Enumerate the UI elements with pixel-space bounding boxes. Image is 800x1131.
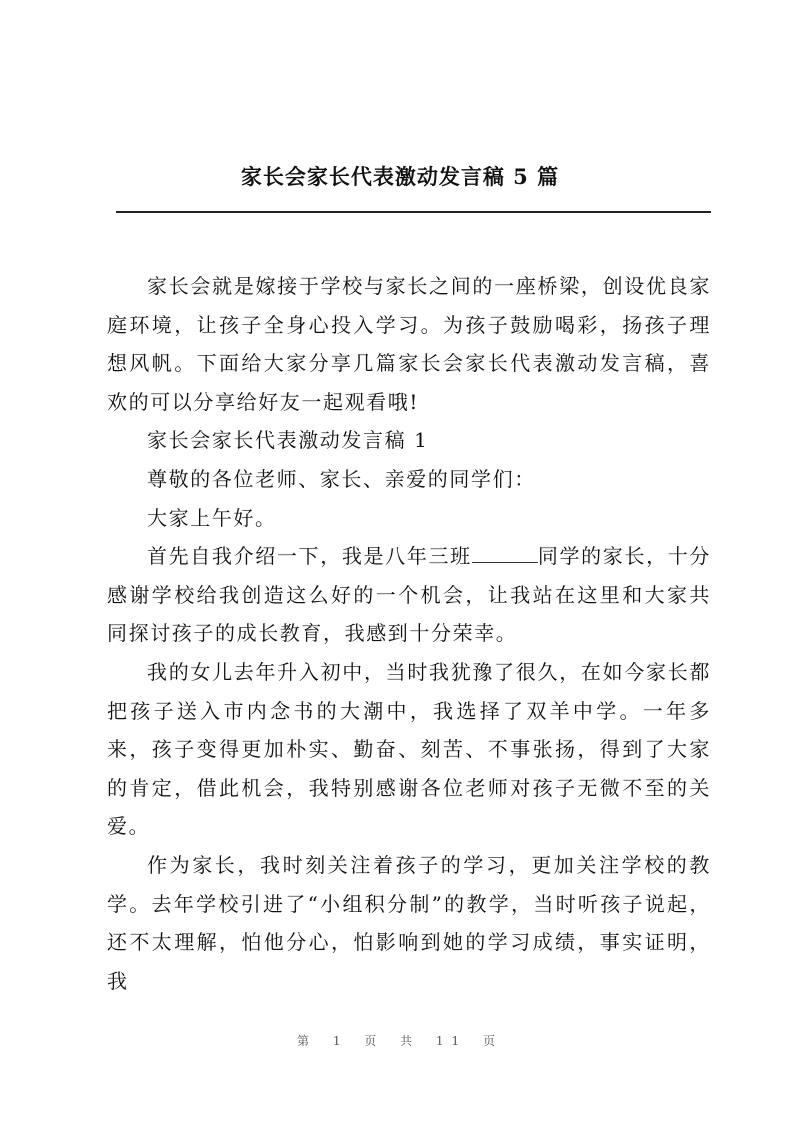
title-divider [116,211,711,213]
document-body [107,267,711,1000]
section-heading: 家长会家长代表激动发言稿 1 [147,428,429,453]
body-paragraph-text-start: 首先自我介绍一下，我是八年三班 [147,544,472,569]
salutation: 尊敬的各位老师、家长、亲爱的同学们： [147,466,536,491]
intro-paragraph: 家长会就是嫁接于学校与家长之间的一座桥梁，创设优良家庭环境，让孩子全身心投入学习。为孩子鼓励喝彩，扬孩子理想风帆。下面给大家分享几篇家长会家长代表激动发言稿，喜欢的可以分享给好友一起观看哦! [107,274,711,414]
fill-in-blank [472,541,538,563]
document-title: 家长会家长代表激动发言稿 5 篇 [240,164,560,189]
body-paragraph: 我的女儿去年升入初中，当时我犹豫了很久，在如今家长都把孩子送入市内念书的大潮中，我选择了双羊中学。一年多来，孩子变得更加朴实、勤奋、刻苦、不事张扬，得到了大家的肯定，借此机会，我特别感谢各位老师对孩子无微不至的关爱。 [107,659,711,839]
page-number-footer: 第 1 页 共 11 页 [297,1034,503,1048]
greeting: 大家上午好。 [147,505,277,530]
body-paragraph [107,537,711,653]
body-paragraph-text-end: 同学的家长，十分感谢学校给我创造这么好的一个机会，让我站在这里和大家共同探讨孩子的成长教育，我感到十分荣幸。 [107,544,711,646]
body-paragraph: 作为家长，我时刻关注着孩子的学习，更加关注学校的教学。去年学校引进了“小组积分制”的教学，当时听孩子说起，还不太理解，怕他分心，怕影响到她的学习成绩，事实证明，我 [107,852,711,993]
